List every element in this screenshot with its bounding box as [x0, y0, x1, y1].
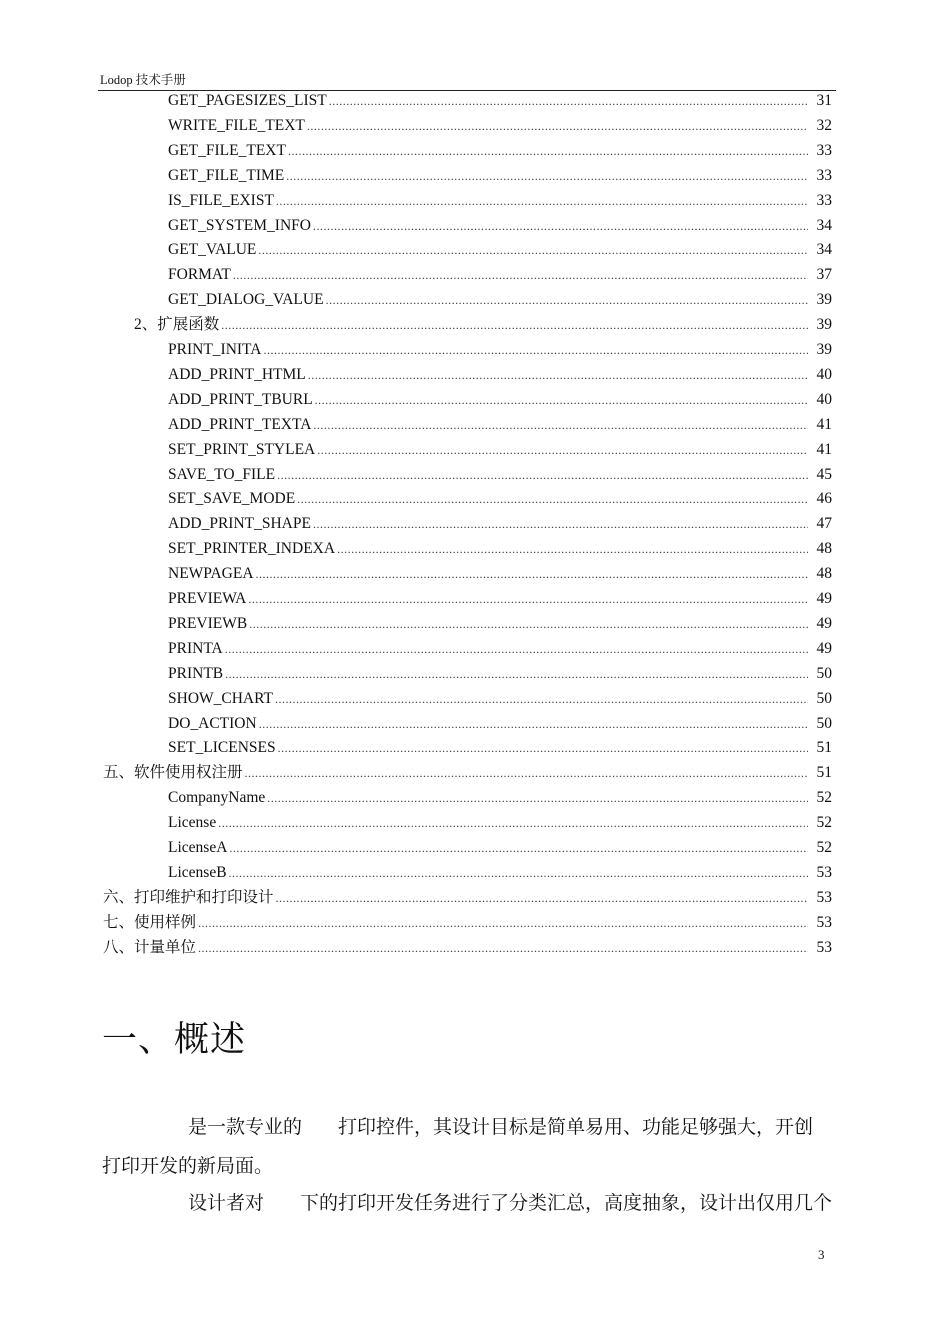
toc-entry[interactable] — [168, 390, 832, 410]
toc-entry[interactable] — [168, 415, 832, 435]
toc-entry[interactable] — [168, 91, 832, 111]
toc-leader-dots — [315, 390, 808, 410]
toc-entry-title: GET_DIALOG_VALUE — [168, 291, 324, 309]
toc-leader-dots — [276, 191, 808, 211]
toc-entry-page: 50 — [816, 664, 832, 682]
toc-leader-dots — [233, 265, 808, 285]
toc-leader-dots — [276, 888, 808, 908]
text-segment: 打印控件，其设计目标是简单易用、功能足够强大，开创 — [338, 1117, 814, 1138]
toc-leader-dots — [218, 813, 808, 833]
toc-leader-dots — [317, 440, 808, 460]
toc-entry[interactable] — [168, 191, 832, 211]
toc-entry-title: GET_VALUE — [168, 241, 257, 259]
toc-entry-title: LicenseB — [168, 863, 227, 881]
toc-entry[interactable] — [168, 564, 832, 584]
toc-entry[interactable] — [168, 664, 832, 684]
toc-entry[interactable] — [168, 365, 832, 385]
toc-entry-page: 40 — [816, 365, 832, 383]
toc-entry-page: 51 — [816, 739, 832, 757]
toc-leader-dots — [288, 141, 808, 161]
toc-leader-dots — [248, 589, 808, 609]
toc-entry[interactable] — [168, 813, 832, 833]
toc-entry-title: 2、扩展函数 — [134, 316, 220, 334]
toc-entry[interactable] — [103, 888, 832, 908]
toc-entry[interactable] — [168, 489, 832, 509]
toc-entry-title: SET_PRINTER_INDEXA — [168, 540, 336, 558]
toc-leader-dots — [337, 539, 808, 559]
toc-entry[interactable] — [168, 141, 832, 161]
toc-leader-dots — [259, 714, 808, 734]
toc-entry-page: 39 — [816, 341, 832, 358]
toc-leader-dots — [286, 166, 808, 186]
toc-entry-page: 49 — [816, 639, 832, 657]
toc-entry[interactable] — [168, 689, 832, 709]
toc-entry-page: 45 — [816, 465, 832, 483]
toc-leader-dots — [229, 838, 808, 858]
document-title: Lodop 技术手册 — [100, 73, 186, 87]
toc-entry-page: 47 — [816, 515, 832, 533]
toc-leader-dots — [258, 240, 808, 260]
toc-leader-dots — [249, 614, 808, 634]
toc-entry[interactable] — [103, 938, 832, 958]
chapter-heading: 一、概述 — [102, 1020, 247, 1059]
toc-entry-page: 53 — [816, 938, 832, 956]
toc-entry-title: GET_FILE_TEXT — [168, 141, 286, 159]
text-segment: 设计者对 — [188, 1193, 265, 1214]
toc-entry[interactable] — [168, 863, 832, 883]
toc-entry-title: ADD_PRINT_TBURL — [168, 390, 313, 408]
toc-entry[interactable] — [168, 216, 832, 236]
toc-entry[interactable] — [168, 539, 832, 559]
toc-leader-dots — [221, 315, 808, 335]
toc-entry-title: LicenseA — [168, 839, 228, 856]
toc-entry-title: GET_SYSTEM_INFO — [168, 216, 311, 234]
toc-entry-page: 49 — [816, 614, 832, 632]
toc-entry-title: SET_LICENSES — [168, 739, 276, 757]
text-segment: 下的打印开发任务进行了分类汇总，高度抽象，设计出仅用几个 — [300, 1193, 833, 1214]
toc-entry-title: 六、打印维护和打印设计 — [103, 888, 274, 906]
toc-entry-title: GET_FILE_TIME — [168, 166, 285, 184]
paragraph-line — [188, 1190, 832, 1218]
toc-entry[interactable] — [168, 240, 832, 260]
toc-entry-title: PREVIEWA — [168, 590, 247, 607]
toc-leader-dots — [297, 489, 808, 509]
toc-entry-title: ADD_PRINT_SHAPE — [168, 515, 311, 533]
toc-entry[interactable] — [168, 714, 832, 734]
toc-entry[interactable] — [168, 465, 832, 485]
toc-entry-title: PREVIEWB — [168, 614, 248, 632]
toc-entry-title: ADD_PRINT_TEXTA — [168, 415, 312, 433]
toc-entry-page: 41 — [816, 440, 832, 458]
toc-leader-dots — [277, 465, 808, 485]
toc-entry-title: 五、软件使用权注册 — [103, 764, 243, 782]
toc-leader-dots — [308, 365, 808, 385]
toc-entry-page: 53 — [816, 913, 832, 931]
toc-entry[interactable] — [134, 315, 832, 335]
toc-entry[interactable] — [168, 738, 832, 758]
toc-leader-dots — [198, 938, 808, 958]
toc-entry[interactable] — [168, 788, 832, 808]
toc-leader-dots — [225, 664, 808, 684]
toc-entry-page: 49 — [816, 590, 832, 607]
toc-entry-title: SAVE_TO_FILE — [168, 465, 276, 483]
toc-entry[interactable] — [168, 838, 832, 858]
toc-entry-page: 53 — [816, 863, 832, 881]
toc-entry-page: 50 — [816, 714, 832, 732]
toc-entry-title: GET_PAGESIZES_LIST — [168, 92, 327, 109]
toc-leader-dots — [307, 116, 808, 136]
toc-entry-title: ADD_PRINT_HTML — [168, 365, 306, 383]
toc-leader-dots — [313, 415, 808, 435]
toc-entry-page: 39 — [816, 291, 832, 309]
toc-entry-page: 52 — [816, 839, 832, 856]
toc-entry-title: PRINTA — [168, 639, 223, 657]
toc-leader-dots — [256, 564, 808, 584]
paragraph-line: 打印开发的新局面。 — [102, 1156, 274, 1177]
toc-entry[interactable] — [103, 913, 832, 933]
toc-leader-dots — [329, 91, 808, 111]
toc-entry-title: SET_SAVE_MODE — [168, 490, 296, 508]
toc-entry-page: 52 — [816, 814, 832, 832]
toc-leader-dots — [229, 863, 808, 883]
toc-entry[interactable] — [168, 340, 832, 360]
toc-entry[interactable] — [168, 589, 832, 609]
page-header — [98, 72, 836, 91]
toc-entry-title: PRINTB — [168, 664, 224, 682]
toc-leader-dots — [326, 290, 808, 310]
toc-entry[interactable] — [168, 290, 832, 310]
toc-entry-title: DO_ACTION — [168, 714, 257, 732]
toc-leader-dots — [225, 639, 808, 659]
toc-entry[interactable] — [168, 614, 832, 634]
toc-entry[interactable] — [168, 514, 832, 534]
toc-leader-dots — [313, 216, 808, 236]
toc-entry[interactable] — [168, 116, 832, 136]
toc-entry[interactable] — [103, 763, 832, 783]
toc-leader-dots — [278, 738, 808, 758]
toc-leader-dots — [275, 689, 808, 709]
toc-entry-page: 48 — [816, 540, 832, 558]
toc-leader-dots — [313, 514, 808, 534]
toc-entry-page: 52 — [816, 789, 832, 807]
toc-entry-page: 51 — [816, 764, 832, 782]
toc-entry-title: 八、计量单位 — [103, 938, 197, 956]
toc-entry-page: 33 — [816, 166, 832, 184]
toc-leader-dots — [263, 340, 808, 360]
toc-leader-dots — [198, 913, 808, 933]
toc-entry-title: 七、使用样例 — [103, 913, 197, 931]
toc-leader-dots — [267, 788, 808, 808]
toc-entry-page: 40 — [816, 390, 832, 408]
page-number: 3 — [818, 1247, 825, 1262]
toc-entry-title: License — [168, 814, 217, 832]
toc-entry-page: 41 — [816, 415, 832, 433]
toc-entry-page: 53 — [816, 888, 832, 906]
toc-entry-page: 37 — [816, 266, 832, 284]
toc-entry-title: NEWPAGEA — [168, 565, 254, 583]
toc-entry-title: PRINT_INITA — [168, 341, 262, 358]
toc-leader-dots — [245, 763, 808, 783]
toc-entry[interactable] — [168, 265, 832, 285]
toc-entry-title: SHOW_CHART — [168, 689, 273, 707]
toc-entry-page: 33 — [816, 191, 832, 209]
toc-entry[interactable] — [168, 166, 832, 186]
toc-entry-title: WRITE_FILE_TEXT — [168, 116, 305, 134]
toc-entry[interactable] — [168, 440, 832, 460]
toc-entry-title: IS_FILE_EXIST — [168, 191, 274, 209]
toc-entry-page: 34 — [816, 216, 832, 234]
toc-entry-page: 31 — [816, 92, 832, 109]
paragraph-line — [188, 1114, 813, 1142]
toc-entry-title: CompanyName — [168, 789, 266, 807]
toc-entry-page: 48 — [816, 565, 832, 583]
toc-entry-page: 39 — [816, 316, 832, 334]
toc-entry-page: 32 — [816, 116, 832, 134]
toc-entry-page: 46 — [816, 490, 832, 508]
toc-entry[interactable] — [168, 639, 832, 659]
toc-entry-page: 50 — [816, 689, 832, 707]
text-segment: 是一款专业的 — [188, 1117, 303, 1138]
toc-entry-page: 34 — [816, 241, 832, 259]
toc-entry-page: 33 — [816, 141, 832, 159]
toc-entry-title: SET_PRINT_STYLEA — [168, 440, 316, 458]
toc-entry-title: FORMAT — [168, 266, 231, 284]
